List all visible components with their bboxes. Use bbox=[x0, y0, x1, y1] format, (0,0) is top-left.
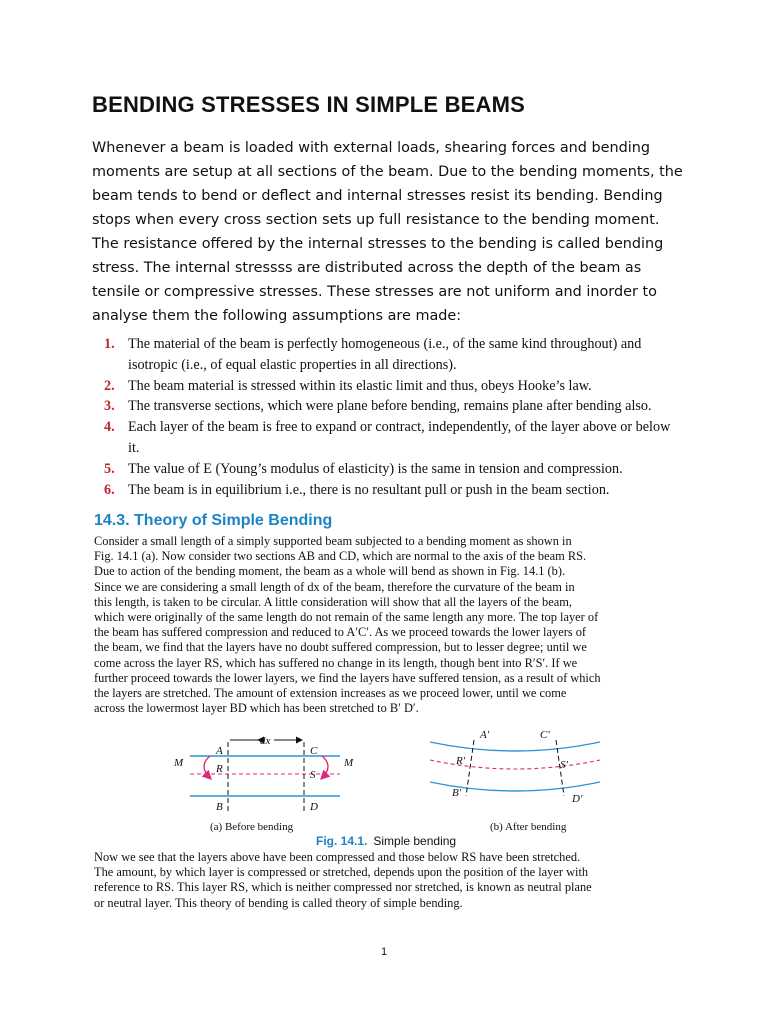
assumption-text: The value of E (Young’s modulus of elasticity) is the same in tension and compression. bbox=[128, 460, 623, 477]
assumption-text: The beam material is stressed within its elastic limit and thus, obeys Hooke’s law. bbox=[128, 377, 592, 394]
label-r: R bbox=[216, 763, 223, 775]
figure-after-bending bbox=[430, 730, 600, 833]
assumption-item bbox=[104, 459, 684, 480]
intro-line: stress. The internal stressss are distributed across the depth of the beam as bbox=[92, 260, 642, 276]
beam-figure bbox=[160, 730, 620, 850]
assumption-item bbox=[104, 396, 684, 417]
intro-line: analyse them the following assumptions are made: bbox=[92, 308, 462, 324]
label-b-prime: B′ bbox=[452, 787, 462, 799]
bent-top-edge bbox=[430, 742, 600, 751]
text-line: Now we see that the layers above have been compressed and those below RS have been stretched. bbox=[94, 850, 581, 864]
label-d-prime: D′ bbox=[572, 793, 583, 805]
label-a: A bbox=[216, 745, 223, 757]
intro-line: stops when every cross section sets up full resistance to the bending moment. bbox=[92, 212, 660, 228]
caption-after-bending: (b) After bending bbox=[490, 821, 567, 833]
caption-before-bending: (a) Before bending bbox=[210, 821, 294, 833]
assumption-text: isotropic (i.e., of equal elastic properties in all directions). bbox=[128, 356, 457, 373]
theory-paragraph bbox=[94, 534, 704, 716]
text-line: further proceed towards the lower layers, we find the layers have suffered tension, as a result of which bbox=[94, 670, 601, 685]
label-m-right: M bbox=[344, 757, 354, 769]
label-c-prime: C′ bbox=[540, 730, 550, 741]
assumptions-list bbox=[104, 334, 684, 500]
label-m-left: M bbox=[174, 757, 184, 769]
assumption-item bbox=[104, 334, 684, 376]
text-line: Since we are considering a small length of dx of the beam, therefore the curvature of the beam in bbox=[94, 579, 575, 594]
label-r-prime: R′ bbox=[456, 755, 466, 767]
text-line: the beam, we find that the layers have no doubt suffered compression, but to lesser degree; until we bbox=[94, 640, 587, 655]
page-title: BENDING STRESSES IN SIMPLE BEAMS bbox=[92, 92, 526, 117]
intro-line: moments are setup at all sections of the beam. Due to the bending moments, the bbox=[92, 164, 683, 180]
assumption-text: The material of the beam is perfectly homogeneous (i.e., of the same kind throughout) and bbox=[128, 336, 642, 352]
page-number: 1 bbox=[380, 946, 388, 958]
assumption-text: Each layer of the beam is free to expand or contract, independently, of the layer above or below it. bbox=[128, 419, 671, 456]
text-line: Fig. 14.1 (a). Now consider two sections AB and CD, which are normal to the axis of the beam RS. bbox=[94, 549, 587, 564]
text-line: come across the layer RS, which has suffered no change in its length, though bent into R′S′. If we bbox=[94, 655, 578, 670]
moment-arrow-left bbox=[204, 756, 210, 778]
label-c: C bbox=[310, 745, 318, 757]
figure-caption-label: Fig. 14.1. bbox=[316, 834, 368, 848]
intro-line: beam tends to bend or deflect and internal stresses resist its bending. Bending bbox=[92, 188, 663, 204]
text-line: which were originally of the same length do not remain of the same length any more. The top layer of bbox=[94, 610, 599, 625]
figure-before-bending bbox=[173, 735, 354, 833]
label-s: S bbox=[310, 769, 316, 781]
assumption-number: 6. bbox=[104, 481, 115, 498]
assumption-item bbox=[104, 480, 684, 501]
assumption-text: The transverse sections, which were plane before bending, remains plane after bending also. bbox=[128, 398, 652, 415]
assumption-number: 4. bbox=[104, 419, 115, 436]
text-line: Consider a small length of a simply supported beam subjected to a bending moment as shown in bbox=[94, 534, 572, 548]
label-dx: dx bbox=[260, 735, 271, 747]
label-d: D bbox=[310, 801, 318, 813]
text-line: across the lowermost layer BD which has been stretched to B′ D′. bbox=[94, 701, 419, 716]
text-line: the beam has suffered compression and reduced to A′C′. As we proceed towards the lower layers of bbox=[94, 625, 587, 640]
figure-caption bbox=[316, 834, 456, 848]
figure-caption-text: Simple bending bbox=[373, 834, 457, 848]
intro-line: Whenever a beam is loaded with external loads, shearing forces and bending bbox=[92, 140, 651, 156]
text-line: this length, is taken to be circular. A little consideration will show that all the layers of the beam, bbox=[94, 594, 572, 609]
label-s-prime: S′ bbox=[560, 759, 568, 771]
text-line: reference to RS. This layer RS, which is neither compressed nor stretched, is known as neutral plane bbox=[94, 880, 592, 895]
text-line: Due to action of the bending moment, the beam as a whole will bend as shown in Fig. 14.1 (b). bbox=[94, 564, 566, 579]
moment-arrow-right bbox=[322, 756, 328, 778]
intro-line: The resistance offered by the internal stresses to the bending is called bending bbox=[92, 236, 664, 252]
assumption-number: 5. bbox=[104, 460, 115, 477]
intro-paragraph bbox=[92, 136, 683, 328]
intro-line: tensile or compressive stresses. These stresses are not uniform and inorder to bbox=[92, 284, 657, 300]
label-b: B bbox=[216, 801, 223, 813]
text-line: the layers are stretched. The amount of extension increases as we proceed lower, until we come bbox=[94, 686, 567, 701]
text-line: The amount, by which layer is compressed or stretched, depends upon the position of the layer with bbox=[94, 865, 589, 880]
assumption-item bbox=[104, 376, 684, 397]
closing-paragraph bbox=[94, 850, 704, 911]
section-heading: 14.3. Theory of Simple Bending bbox=[94, 512, 333, 529]
text-line: or neutral layer. This theory of bending is called theory of simple bending. bbox=[94, 895, 463, 910]
assumption-number: 2. bbox=[104, 377, 115, 394]
label-a-prime: A′ bbox=[480, 730, 490, 741]
assumption-item bbox=[104, 417, 684, 459]
assumption-number: 3. bbox=[104, 398, 115, 415]
assumption-number: 1. bbox=[104, 336, 115, 352]
assumption-text: The beam is in equilibrium i.e., there is no resultant pull or push in the beam section. bbox=[128, 481, 610, 498]
